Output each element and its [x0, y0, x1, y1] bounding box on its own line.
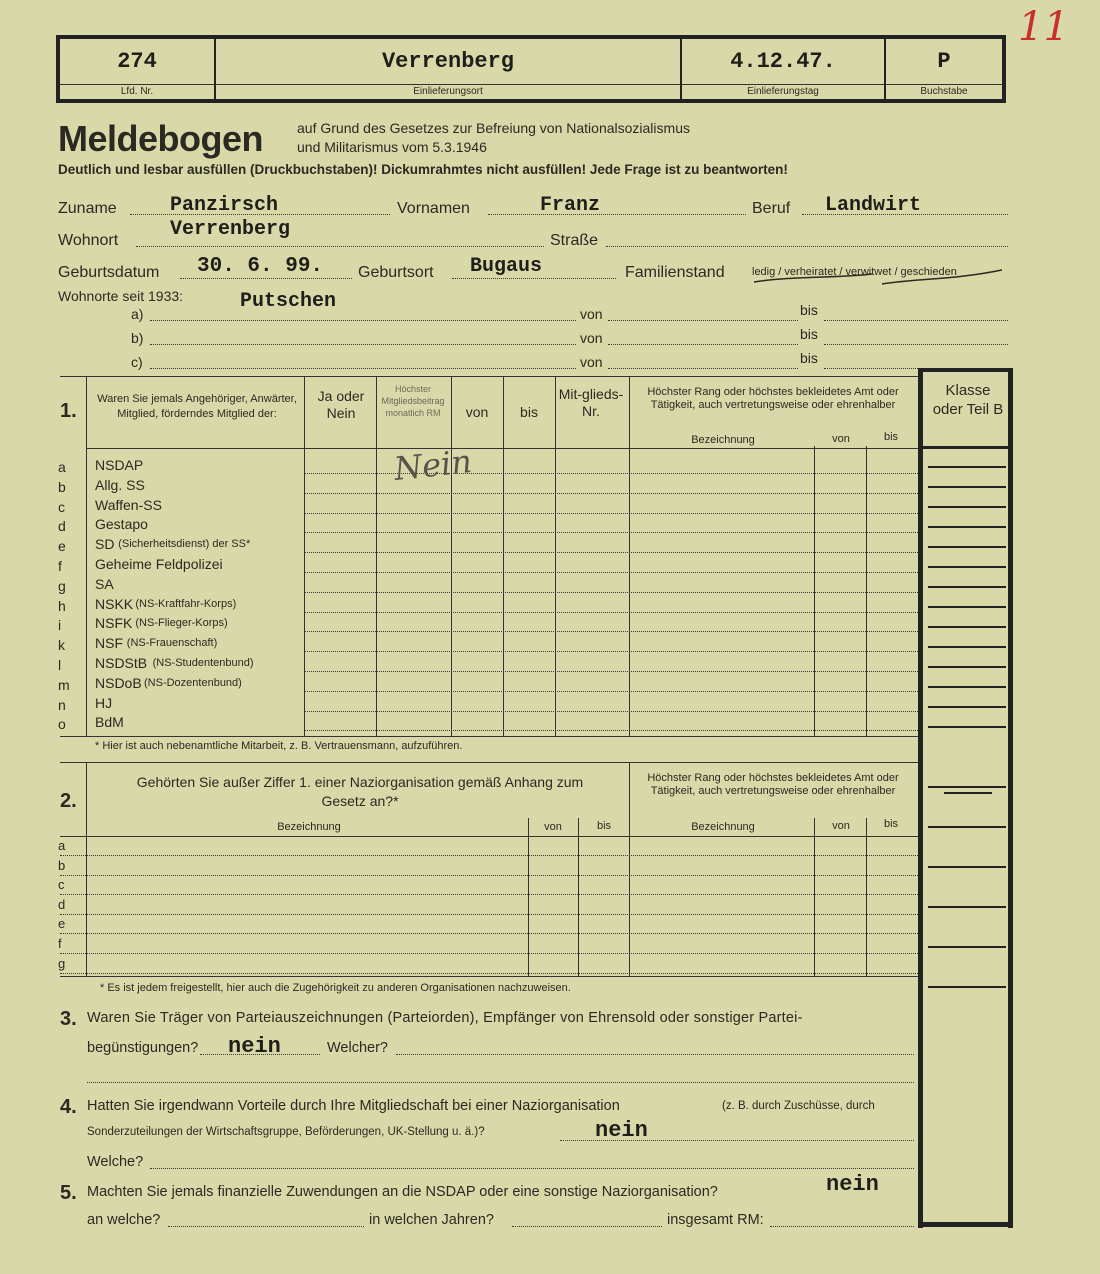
section-2-row-letter: f [58, 936, 62, 951]
klasse-dash [928, 986, 1006, 988]
wohnort-label: Wohnort [58, 232, 119, 249]
section-1-row-line [304, 612, 918, 613]
wohnort-row-von-label: von [580, 330, 603, 346]
section-1-col-line [451, 376, 452, 736]
klasse-dash [928, 506, 1006, 508]
col-mitglieds-nr: Mit-glieds-Nr. [558, 386, 624, 419]
section-1-row-line [304, 711, 918, 712]
klasse-header-rule [920, 446, 1010, 449]
section-1-row-letter: f [58, 558, 62, 574]
lfd-nr-cell [60, 39, 216, 99]
section-1-number: 1. [60, 400, 77, 422]
zuname-label: Zuname [58, 200, 117, 217]
familienstand-label: Familienstand [625, 264, 725, 281]
section-2-row-letter: a [58, 838, 66, 853]
section-5-an-welche-line [168, 1226, 364, 1227]
section-3-extra-line [87, 1082, 914, 1083]
wohnort-row-letter: a) [131, 306, 144, 322]
section-1-row-name: SD [95, 536, 115, 552]
familienstand-strikethrough [752, 262, 1008, 292]
section-2-col-bis: bis [596, 820, 612, 832]
klasse-dash [928, 606, 1006, 608]
table-top-line [60, 376, 920, 377]
section-1-row-line [304, 691, 918, 692]
klasse-dash [928, 586, 1006, 588]
klasse-dash [928, 786, 1006, 788]
section-2-col-rang: Höchster Rang oder höchstes bekleidetes Amt oder Tätigkeit, auch vertretungsweise oder ehrenhalber [647, 772, 899, 797]
wohnort-row-bis-label: bis [800, 302, 818, 318]
section-2-row-letter: e [58, 916, 66, 931]
section-1-bottom [60, 736, 918, 737]
klasse-dash [944, 792, 992, 794]
section-1-row-name: SA [95, 576, 114, 592]
section-1-row-note: (Sicherheitsdienst) der SS* [118, 538, 251, 550]
section-2-number: 2. [60, 790, 77, 812]
vornamen-line [488, 214, 746, 215]
col-ja-nein: Ja oder Nein [317, 388, 365, 421]
section-1-row-line [304, 493, 918, 494]
section-2-col-rang-von: von [832, 820, 850, 832]
geburtsort-label: Geburtsort [358, 264, 434, 281]
section-2-footnote: * Es ist jedem freigestellt, hier auch die Zugehörigkeit zu anderen Organisationen nachzuweisen. [100, 982, 571, 994]
col-rang: Höchster Rang oder höchstes bekleidetes Amt oder Tätigkeit, auch vertretungsweise oder ehrenhalber [647, 386, 899, 411]
section-1-rang-bis-line [866, 446, 867, 736]
klasse-right-border [1008, 368, 1013, 1228]
klasse-dash [928, 866, 1006, 868]
klasse-dash [928, 906, 1006, 908]
klasse-dash [928, 526, 1006, 528]
section-1-row-name: NSKK [95, 596, 134, 612]
section-5-jahren-line [512, 1226, 662, 1227]
section-5-insgesamt-line [770, 1226, 914, 1227]
section-1-row-letter: o [58, 716, 66, 732]
section-1-rang-von-line [814, 446, 815, 736]
section-1-row-note: (NS-Kraftfahr-Korps) [135, 598, 237, 610]
section-1-row-letter: k [58, 637, 65, 653]
section-3-question: Waren Sie Träger von Parteiauszeichnungen (Parteiorden), Empfänger von Ehrensold oder sonstiger Partei- [87, 1010, 803, 1026]
col-bis: bis [520, 404, 538, 420]
klasse-dash [928, 686, 1006, 688]
section-1-row-line [304, 592, 918, 593]
strasse-label: Straße [550, 232, 599, 249]
section-2-bottom [60, 976, 918, 977]
einlieferungstag-value: 4.12.47. [730, 49, 836, 74]
section-2-row-letter: d [58, 897, 66, 912]
section-1-row-line [304, 572, 918, 573]
section-1-row-letter: m [58, 677, 70, 693]
col-rang-von: von [832, 433, 850, 445]
section-1-row-line [304, 532, 918, 533]
wohnort-row-line [150, 320, 576, 321]
einlieferungsort-value: Verrenberg [381, 49, 515, 74]
section-1-question: Waren Sie jemals Angehöriger, Anwärter, Mitglied, förderndes Mitglied der: [97, 393, 297, 420]
section-4-welche-label: Welche? [87, 1154, 144, 1170]
wohnort-row-von-line [608, 368, 798, 369]
section-1-row-letter: n [58, 697, 66, 713]
section-2-row-letter: c [58, 877, 65, 892]
section-1-row-name: BdM [95, 714, 124, 730]
section-1-row-letter: h [58, 598, 66, 614]
section-1-row-letter: b [58, 479, 66, 495]
klasse-dash [928, 666, 1006, 668]
section-1-row-name: NSDoB [95, 675, 142, 691]
klasse-dash [928, 466, 1006, 468]
einlieferungsort-cell [216, 39, 682, 99]
buchstabe-value: P [937, 49, 951, 74]
section-2-col-bezeichnung: Bezeichnung [277, 821, 341, 833]
section-2-col-rang-bezeichnung: Bezeichnung [691, 821, 755, 833]
section-1-row-name: Waffen-SS [95, 497, 162, 513]
section-1-row-note: (NS-Flieger-Korps) [135, 617, 228, 629]
section-2-header-bottom [60, 836, 918, 837]
klasse-dash [928, 646, 1006, 648]
beruf-value: Landwirt [825, 194, 922, 217]
section-5-insgesamt-label: insgesamt RM: [667, 1212, 764, 1228]
section-5-number: 5. [60, 1182, 77, 1204]
section-3-line2: begünstigungen? [87, 1040, 199, 1056]
section-1-row-note: (NS-Frauenschaft) [126, 637, 218, 649]
section-5-an-welche-label: an welche? [87, 1212, 161, 1228]
klasse-dash [928, 486, 1006, 488]
section-2-mid-line [629, 762, 630, 976]
klasse-dash [928, 566, 1006, 568]
geburtsort-value: Bugaus [470, 255, 543, 278]
wohnort-line [136, 246, 544, 247]
section-2-row-letter: b [58, 858, 66, 873]
section-1-row-line [304, 552, 918, 553]
section-2-row-line [60, 953, 918, 954]
section-1-row-name: Allg. SS [95, 477, 145, 493]
buchstabe-label: Buchstabe [886, 84, 1002, 97]
wohnorte-value: Putschen [240, 290, 337, 313]
section-1-col-line [304, 376, 305, 736]
section-5-answer: nein [826, 1172, 879, 1197]
section-4-number: 4. [60, 1096, 77, 1118]
klasse-dash [928, 826, 1006, 828]
lfd-nr-value: 274 [117, 49, 157, 74]
klasse-dash [928, 626, 1006, 628]
wohnort-value: Verrenberg [170, 218, 291, 241]
wohnort-row-bis-label: bis [800, 326, 818, 342]
section-3-answer: nein [228, 1034, 281, 1059]
lfd-nr-label: Lfd. Nr. [60, 84, 214, 97]
form-instructions: Deutlich und lesbar ausfüllen (Druckbuchstaben)! Dickumrahmtes nicht ausfüllen! Jede Frage ist zu beantworten! [58, 162, 788, 177]
section-1-row-name: NSDStB [95, 655, 148, 671]
section-1-row-line [304, 651, 918, 652]
einlieferungstag-cell [682, 39, 886, 99]
section-4-answer: nein [595, 1118, 648, 1143]
beruf-label: Beruf [752, 200, 791, 217]
buchstabe-cell [886, 39, 1002, 99]
vornamen-label: Vornamen [397, 200, 470, 217]
section-2-row-line [60, 875, 918, 876]
section-1-row-line [304, 631, 918, 632]
section-1-row-line [304, 513, 918, 514]
section-2-row-line [60, 914, 918, 915]
section-2-row-letter: g [58, 956, 66, 971]
section-3-number: 3. [60, 1008, 77, 1030]
form-title: Meldebogen [58, 118, 264, 159]
section-3-welcher-label: Welcher? [327, 1040, 388, 1056]
klasse-top-border [918, 368, 1012, 372]
wohnorte-label: Wohnorte seit 1933: [58, 288, 184, 304]
section-5-jahren-label: in welchen Jahren? [369, 1212, 494, 1228]
section-1-row-line [304, 730, 918, 731]
section-2-col-von: von [544, 821, 562, 833]
wohnort-row-von-label: von [580, 354, 603, 370]
strasse-line [606, 246, 1008, 247]
section-1-col-line [629, 376, 630, 736]
section-1-row-line [304, 671, 918, 672]
section-4-line2: Sonderzuteilungen der Wirtschaftsgruppe, Beförderungen, UK-Stellung u. ä.)? [87, 1126, 485, 1138]
section-1-footnote: * Hier ist auch nebenamtliche Mitarbeit, z. B. Vertrauensmann, aufzuführen. [95, 740, 463, 752]
section-1-col-line [503, 376, 504, 736]
familienstand-options: ledig / verheiratet / verwitwet / geschieden [752, 266, 957, 278]
section-4-question-note: (z. B. durch Zuschüsse, durch [722, 1100, 875, 1112]
section-5-question: Machten Sie jemals finanzielle Zuwendungen an die NSDAP oder eine sonstige Naziorganisation? [87, 1184, 718, 1200]
klasse-dash [928, 546, 1006, 548]
wohnort-row-von-line [608, 344, 798, 345]
section-1-row-letter: i [58, 617, 62, 633]
wohnort-row-von-label: von [580, 306, 603, 322]
section-3-welcher-line [396, 1054, 914, 1055]
section-1-col-line [555, 376, 556, 736]
klasse-left-border [918, 368, 923, 1228]
col-rang-bezeichnung: Bezeichnung [691, 434, 755, 446]
section-2-row-line [60, 933, 918, 934]
einlieferungstag-label: Einlieferungstag [682, 84, 884, 97]
wohnort-row-letter: b) [131, 330, 144, 346]
section-1-row-letter: e [58, 538, 66, 554]
section-4-question: Hatten Sie irgendwann Vorteile durch Ihre Mitgliedschaft bei einer Naziorganisation [87, 1098, 620, 1114]
col-klasse: Klasse oder Teil B [932, 382, 1004, 418]
corner-mark: 11 [1018, 4, 1069, 50]
geburtsdatum-label: Geburtsdatum [58, 264, 160, 281]
section-1-row-letter: d [58, 518, 66, 534]
form-subtitle-1: auf Grund des Gesetzes zur Befreiung von Nationalsozialismus [297, 120, 690, 136]
vornamen-value: Franz [540, 194, 601, 217]
section-1-row-name: NSF [95, 635, 123, 651]
section-1-row-letter: a [58, 459, 66, 475]
section-1-row-name: NSDAP [95, 457, 144, 473]
section-1-row-name: HJ [95, 695, 113, 711]
section-2-left-line [86, 762, 87, 976]
wohnort-row-von-line [608, 320, 798, 321]
klasse-dash [928, 726, 1006, 728]
section-2-top [60, 762, 918, 763]
geburtsdatum-line [180, 278, 352, 279]
klasse-bottom-border [918, 1222, 1013, 1227]
wohnort-row-bis-line [824, 344, 1008, 345]
section-1-row-note: (NS-Studentenbund) [152, 657, 254, 669]
header-box [56, 35, 1006, 103]
handwritten-answer: Nein [392, 442, 474, 488]
section-2-row-line [60, 894, 918, 895]
section-1-row-letter: c [58, 499, 65, 515]
wohnort-row-bis-label: bis [800, 350, 818, 366]
geburtsort-line [452, 278, 616, 279]
wohnort-row-letter: c) [131, 354, 143, 370]
klasse-dash [928, 706, 1006, 708]
wohnort-row-line [150, 344, 576, 345]
section-1-row-name: Geheime Feldpolizei [95, 556, 223, 572]
klasse-dash [928, 946, 1006, 948]
section-2-col-rang-bis: bis [883, 818, 899, 830]
col-rang-bis: bis [883, 431, 899, 443]
section-1-header-bottom [86, 448, 918, 449]
geburtsdatum-value: 30. 6. 99. [197, 255, 324, 278]
form-subtitle-2: und Militarismus vom 5.3.1946 [297, 139, 487, 155]
wohnort-row-bis-line [824, 320, 1008, 321]
section-1-col-line [376, 376, 377, 736]
zuname-value: Panzirsch [170, 194, 279, 217]
col-von: von [465, 404, 489, 420]
section-2-row-line [60, 855, 918, 856]
section-1-row-name: Gestapo [95, 516, 148, 532]
section-2-question: Gehörten Sie außer Ziffer 1. einer Naziorganisation gemäß Anhang zum Gesetz an?* [136, 774, 584, 809]
section-1-col-line [86, 376, 87, 736]
wohnort-row-line [150, 368, 576, 369]
section-4-welche-line [150, 1168, 914, 1169]
section-1-row-name: NSFK [95, 615, 133, 631]
col-beitrag: Höchster Mitgliedsbeitrag monatlich RM [381, 384, 445, 418]
section-1-row-letter: g [58, 578, 66, 594]
section-1-row-letter: l [58, 657, 62, 673]
einlieferungsort-label: Einlieferungsort [216, 84, 680, 97]
section-2-row-line [60, 973, 918, 974]
section-1-row-note: (NS-Dozentenbund) [144, 677, 242, 689]
